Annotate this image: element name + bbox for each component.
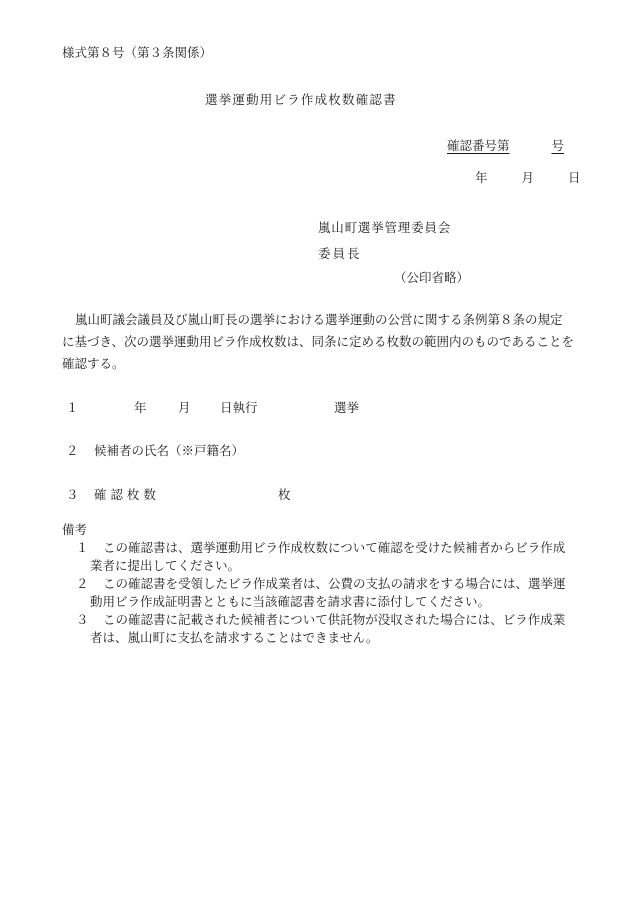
date-month: 月	[521, 170, 534, 185]
notes-heading: 備考	[62, 522, 88, 537]
confirmation-number-suffix: 号	[551, 138, 565, 153]
note-text: この確認書に記載された候補者について供託物が没収された場合には、ビラ作成業者は、嵐山町に支払を請求することはできません。	[90, 612, 566, 645]
item-1-year: 年	[133, 400, 147, 415]
form-label: 様式第８号（第３条関係）	[62, 45, 213, 60]
item-2-label: 候補者の氏名（※戸籍名）	[93, 443, 244, 458]
item-1-month: 月	[177, 400, 191, 415]
item-3-number: ３	[66, 487, 79, 502]
item-1-election: 選挙	[333, 400, 359, 415]
item-1-day: 日執行	[219, 400, 258, 415]
note-text: この確認書を受領したビラ作成業者は、公費の支払の請求をする場合には、選挙運動用ビラ作成証明書とともに当該確認書を請求書に添付してください。	[90, 576, 566, 609]
item-1-number: １	[66, 400, 79, 415]
note-text: この確認書は、選挙運動用ビラ作成枚数について確認を受けた候補者からビラ作成業者に提出してください。	[90, 540, 566, 573]
item-3-label: 確 認 枚 数	[93, 487, 156, 502]
date-line	[475, 168, 580, 186]
item-1-election-date	[66, 398, 359, 416]
issuer-chair: 委員長	[318, 246, 362, 261]
body-paragraph: 嵐山町議会議員及び嵐山町長の選挙における選挙運動の公営に関する条例第８条の規定に基づき、次の選挙運動用ビラ作成枚数は、同条に定める枚数の範囲内のものであることを確認する。	[62, 312, 575, 371]
issuer-committee: 嵐山町選挙管理委員会	[318, 220, 452, 235]
confirmation-number-prefix: 確認番号第	[447, 138, 510, 153]
document-title: 選挙運動用ビラ作成枚数確認書	[205, 92, 397, 107]
item-3-unit: 枚	[277, 487, 291, 502]
item-3-confirmed-count	[66, 485, 290, 503]
note-item	[76, 611, 572, 647]
date-year: 年	[475, 170, 488, 185]
date-day: 日	[567, 170, 581, 185]
confirmation-number	[447, 136, 564, 154]
item-2-number: ２	[66, 443, 79, 458]
note-item	[76, 539, 572, 575]
note-item	[76, 575, 572, 611]
note-number: ２	[76, 576, 89, 591]
item-2-candidate-name	[66, 441, 244, 459]
note-number: ３	[76, 612, 89, 627]
seal-omitted-note: （公印省略）	[394, 270, 470, 285]
note-number: １	[76, 540, 89, 555]
